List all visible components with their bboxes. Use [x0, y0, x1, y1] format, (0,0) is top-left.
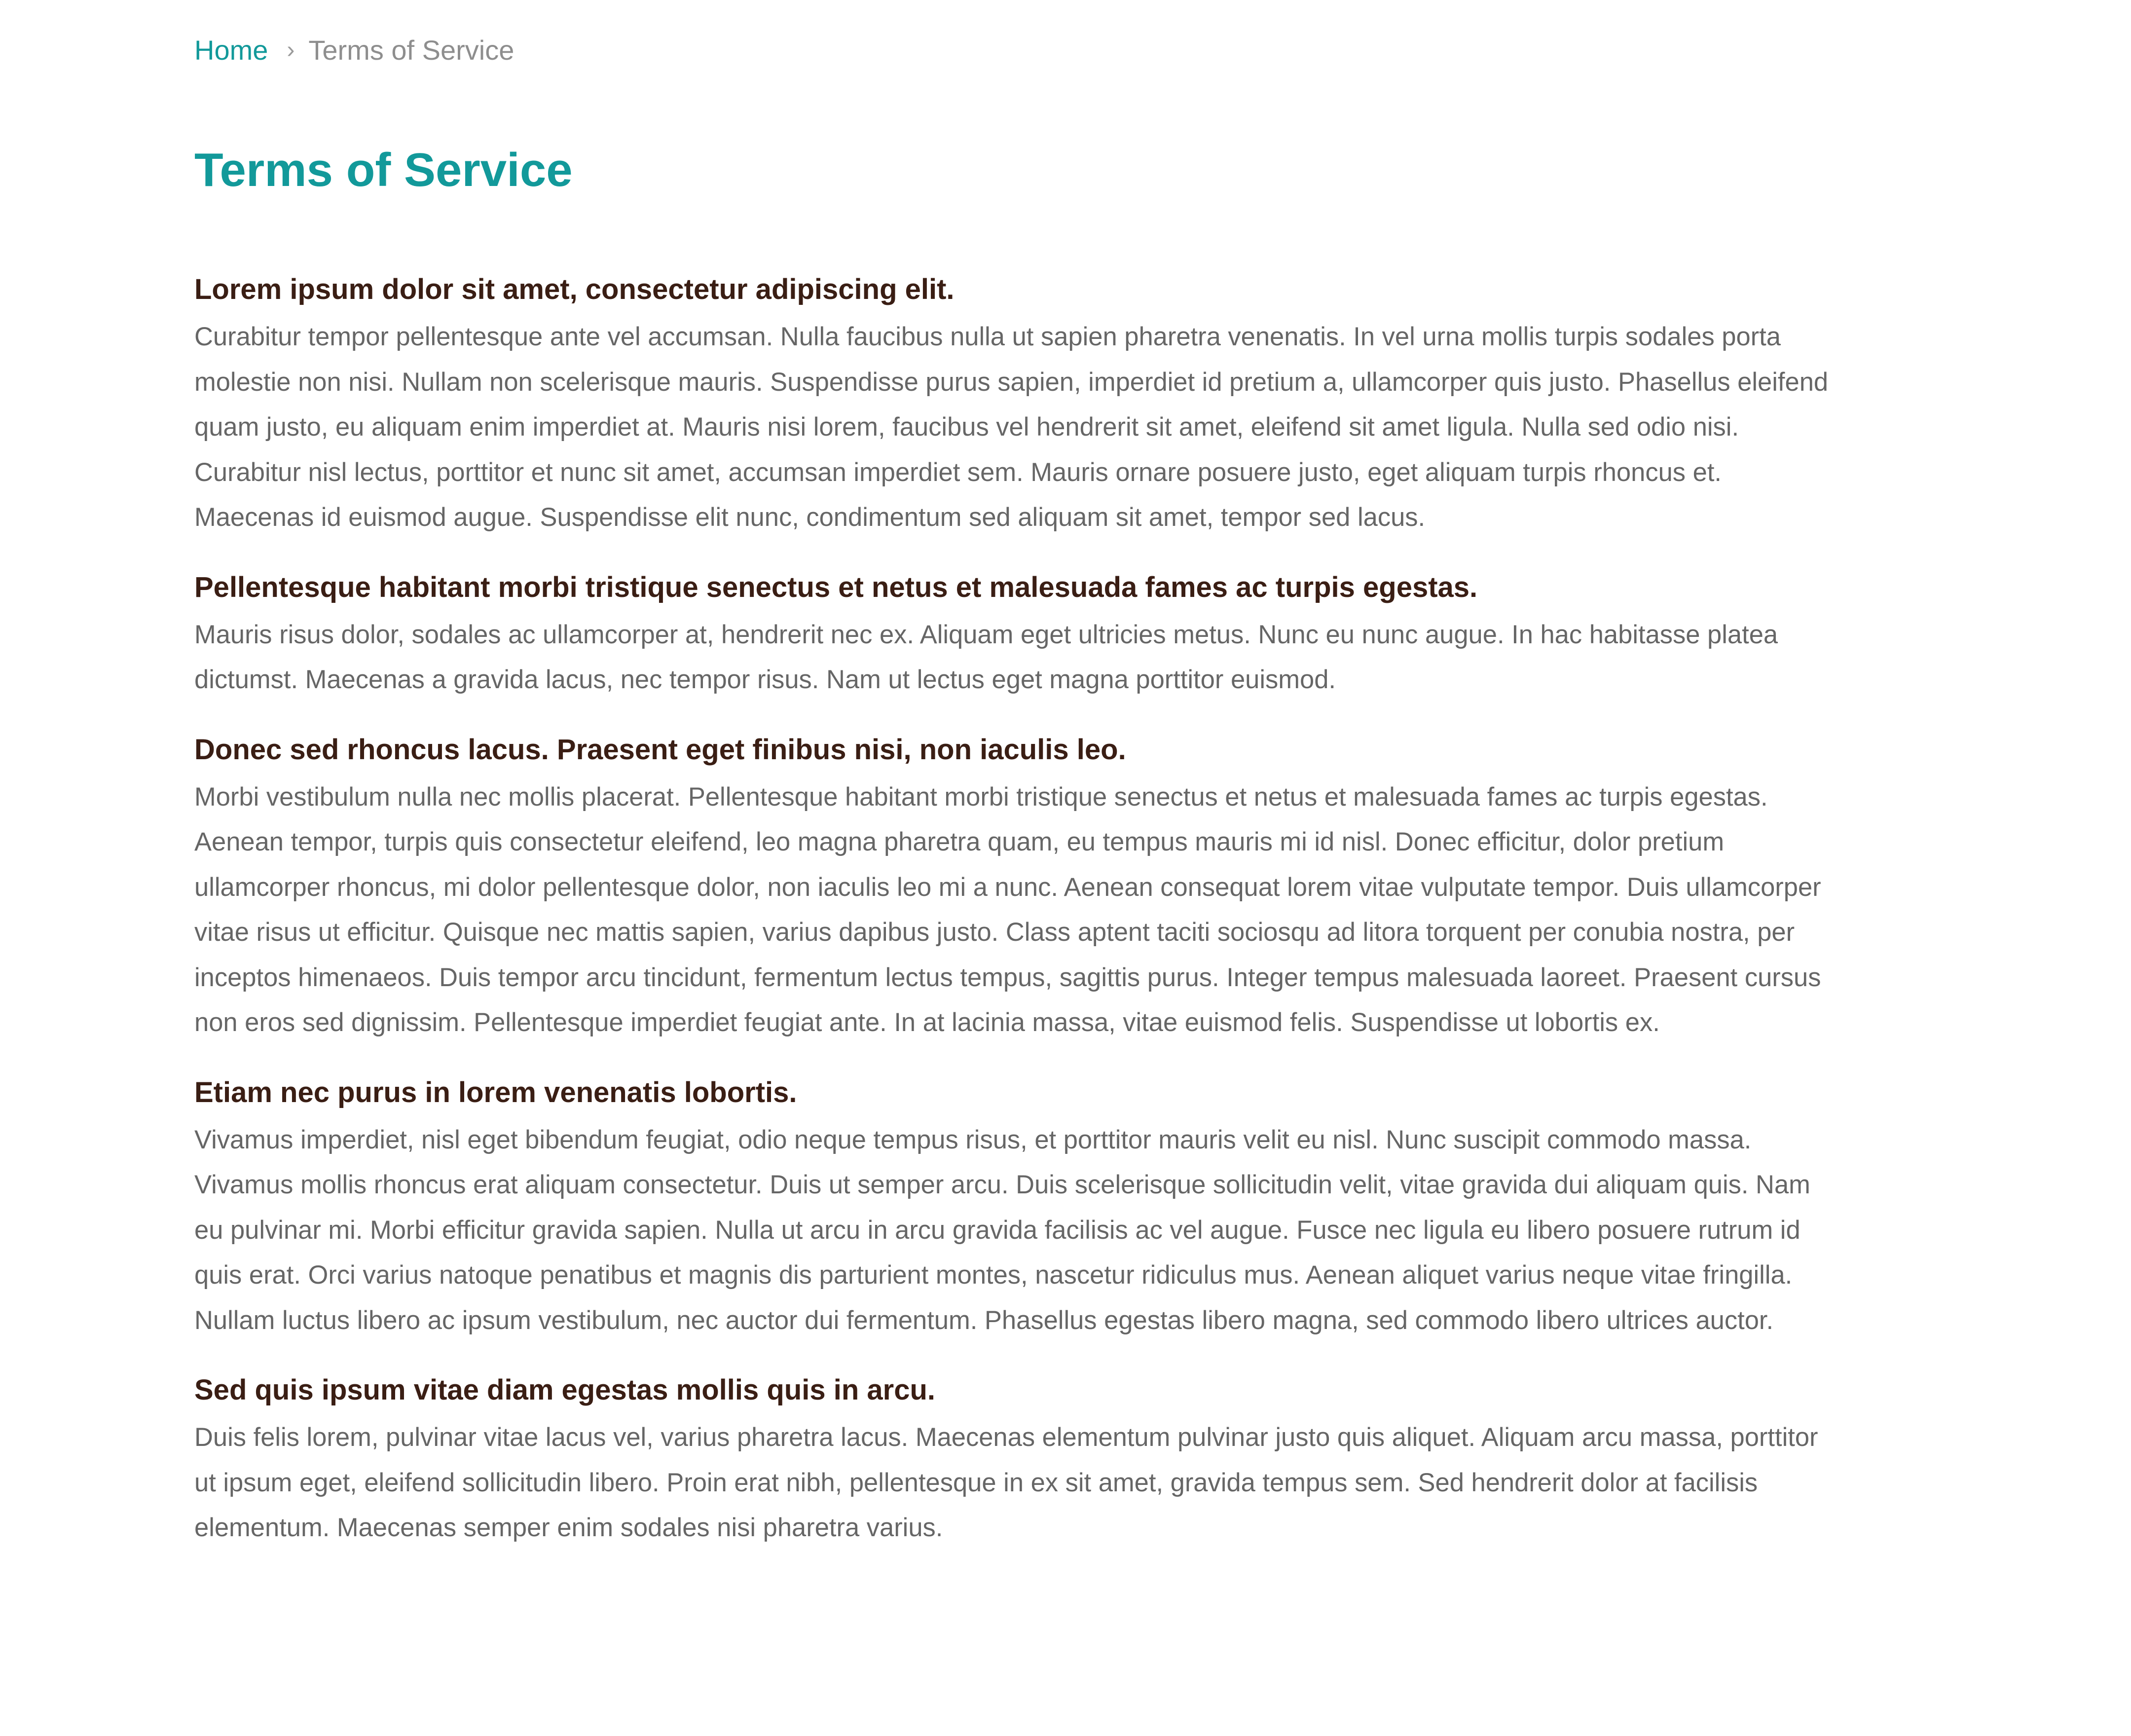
terms-section: [194, 729, 1837, 1045]
section-body: Curabitur tempor pellentesque ante vel accumsan. Nulla faucibus nulla ut sapien pharetra venenatis. In vel urna mollis turpis sodales porta molestie non nisi. Nullam non scelerisque mauris. Suspendisse purus sapien, imperdiet id pretium a, ullamcorper quis justo. Phasellus eleifend quam justo, eu aliquam enim imperdiet at. Mauris nisi lorem, faucibus vel hendrerit sit amet, eleifend sit amet ligula. Nulla sed odio nisi. Curabitur nisl lectus, porttitor et nunc sit amet, accumsan imperdiet sem. Mauris ornare posuere justo, eget aliquam turpis rhoncus et. Maecenas id euismod augue. Suspendisse elit nunc, condimentum sed aliquam sit amet, tempor sed lacus.: [194, 322, 1829, 532]
section-heading: Sed quis ipsum vitae diam egestas mollis quis in arcu.: [194, 1374, 936, 1406]
terms-section: [194, 1369, 1837, 1551]
terms-section: [194, 269, 1837, 540]
section-body: Morbi vestibulum nulla nec mollis placerat. Pellentesque habitant morbi tristique senectus et netus et malesuada fames ac turpis egestas. Aenean tempor, turpis quis consectetur eleifend, leo magna pharetra quam, eu tempus mauris mi id nisl. Donec efficitur, dolor pretium ullamcorper rhoncus, mi dolor pellentesque dolor, non iaculis leo mi a nunc. Aenean consequat lorem vitae vulputate tempor. Duis ullamcorper vitae risus ut efficitur. Quisque nec mattis sapien, varius dapibus justo. Class aptent taciti sociosqu ad litora torquent per conubia nostra, per inceptos himenaeos. Duis tempor arcu tincidunt, fermentum lectus tempus, sagittis purus. Integer tempus malesuada laoreet. Praesent cursus non eros sed dignissim. Pellentesque imperdiet feugiat ante. In at lacinia massa, vitae euismod felis. Suspendisse ut lobortis ex.: [194, 782, 1821, 1037]
section-heading: Donec sed rhoncus lacus. Praesent eget finibus nisi, non iaculis leo.: [194, 733, 1126, 766]
page-title: Terms of Service: [194, 144, 573, 196]
section-heading: Lorem ipsum dolor sit amet, consectetur adipiscing elit.: [194, 273, 955, 305]
terms-section: [194, 567, 1837, 702]
terms-content: [194, 269, 1837, 1577]
section-body: Mauris risus dolor, sodales ac ullamcorper at, hendrerit nec ex. Aliquam eget ultricies metus. Nunc eu nunc augue. In hac habitasse platea dictumst. Maecenas a gravida lacus, nec tempor risus. Nam ut lectus eget magna porttitor euismod.: [194, 620, 1778, 694]
section-heading: Etiam nec purus in lorem venenatis lobortis.: [194, 1076, 797, 1108]
section-body: Vivamus imperdiet, nisl eget bibendum feugiat, odio neque tempus risus, et porttitor mauris velit eu nisl. Nunc suscipit commodo massa. Vivamus mollis rhoncus erat aliquam consectetur. Duis ut semper arcu. Duis scelerisque sollicitudin velit, vitae gravida dui aliquam quis. Nam eu pulvinar mi. Morbi efficitur gravida sapien. Nulla ut arcu in arcu gravida facilisis ac vel augue. Fusce nec ligula eu libero posuere rutrum id quis erat. Orci varius natoque penatibus et magnis dis parturient montes, nascetur ridiculus mus. Aenean aliquet varius neque vitae fringilla. Nullam luctus libero ac ipsum vestibulum, nec auctor dui fermentum. Phasellus egestas libero magna, sed commodo libero ultrices auctor.: [194, 1125, 1810, 1335]
section-heading: Pellentesque habitant morbi tristique senectus et netus et malesuada fames ac turpis egestas.: [194, 571, 1478, 603]
chevron-right-icon: ›: [287, 37, 295, 63]
breadcrumb-current: Terms of Service: [308, 35, 514, 66]
breadcrumb: [194, 31, 514, 70]
breadcrumb-home-link[interactable]: Home: [194, 35, 268, 66]
terms-section: [194, 1072, 1837, 1343]
section-body: Duis felis lorem, pulvinar vitae lacus vel, varius pharetra lacus. Maecenas elementum pulvinar justo quis aliquet. Aliquam arcu massa, porttitor ut ipsum eget, eleifend sollicitudin libero. Proin erat nibh, pellentesque in ex sit amet, gravida tempus sem. Sed hendrerit dolor at facilisis elementum. Maecenas semper enim sodales nisi pharetra varius.: [194, 1423, 1818, 1542]
